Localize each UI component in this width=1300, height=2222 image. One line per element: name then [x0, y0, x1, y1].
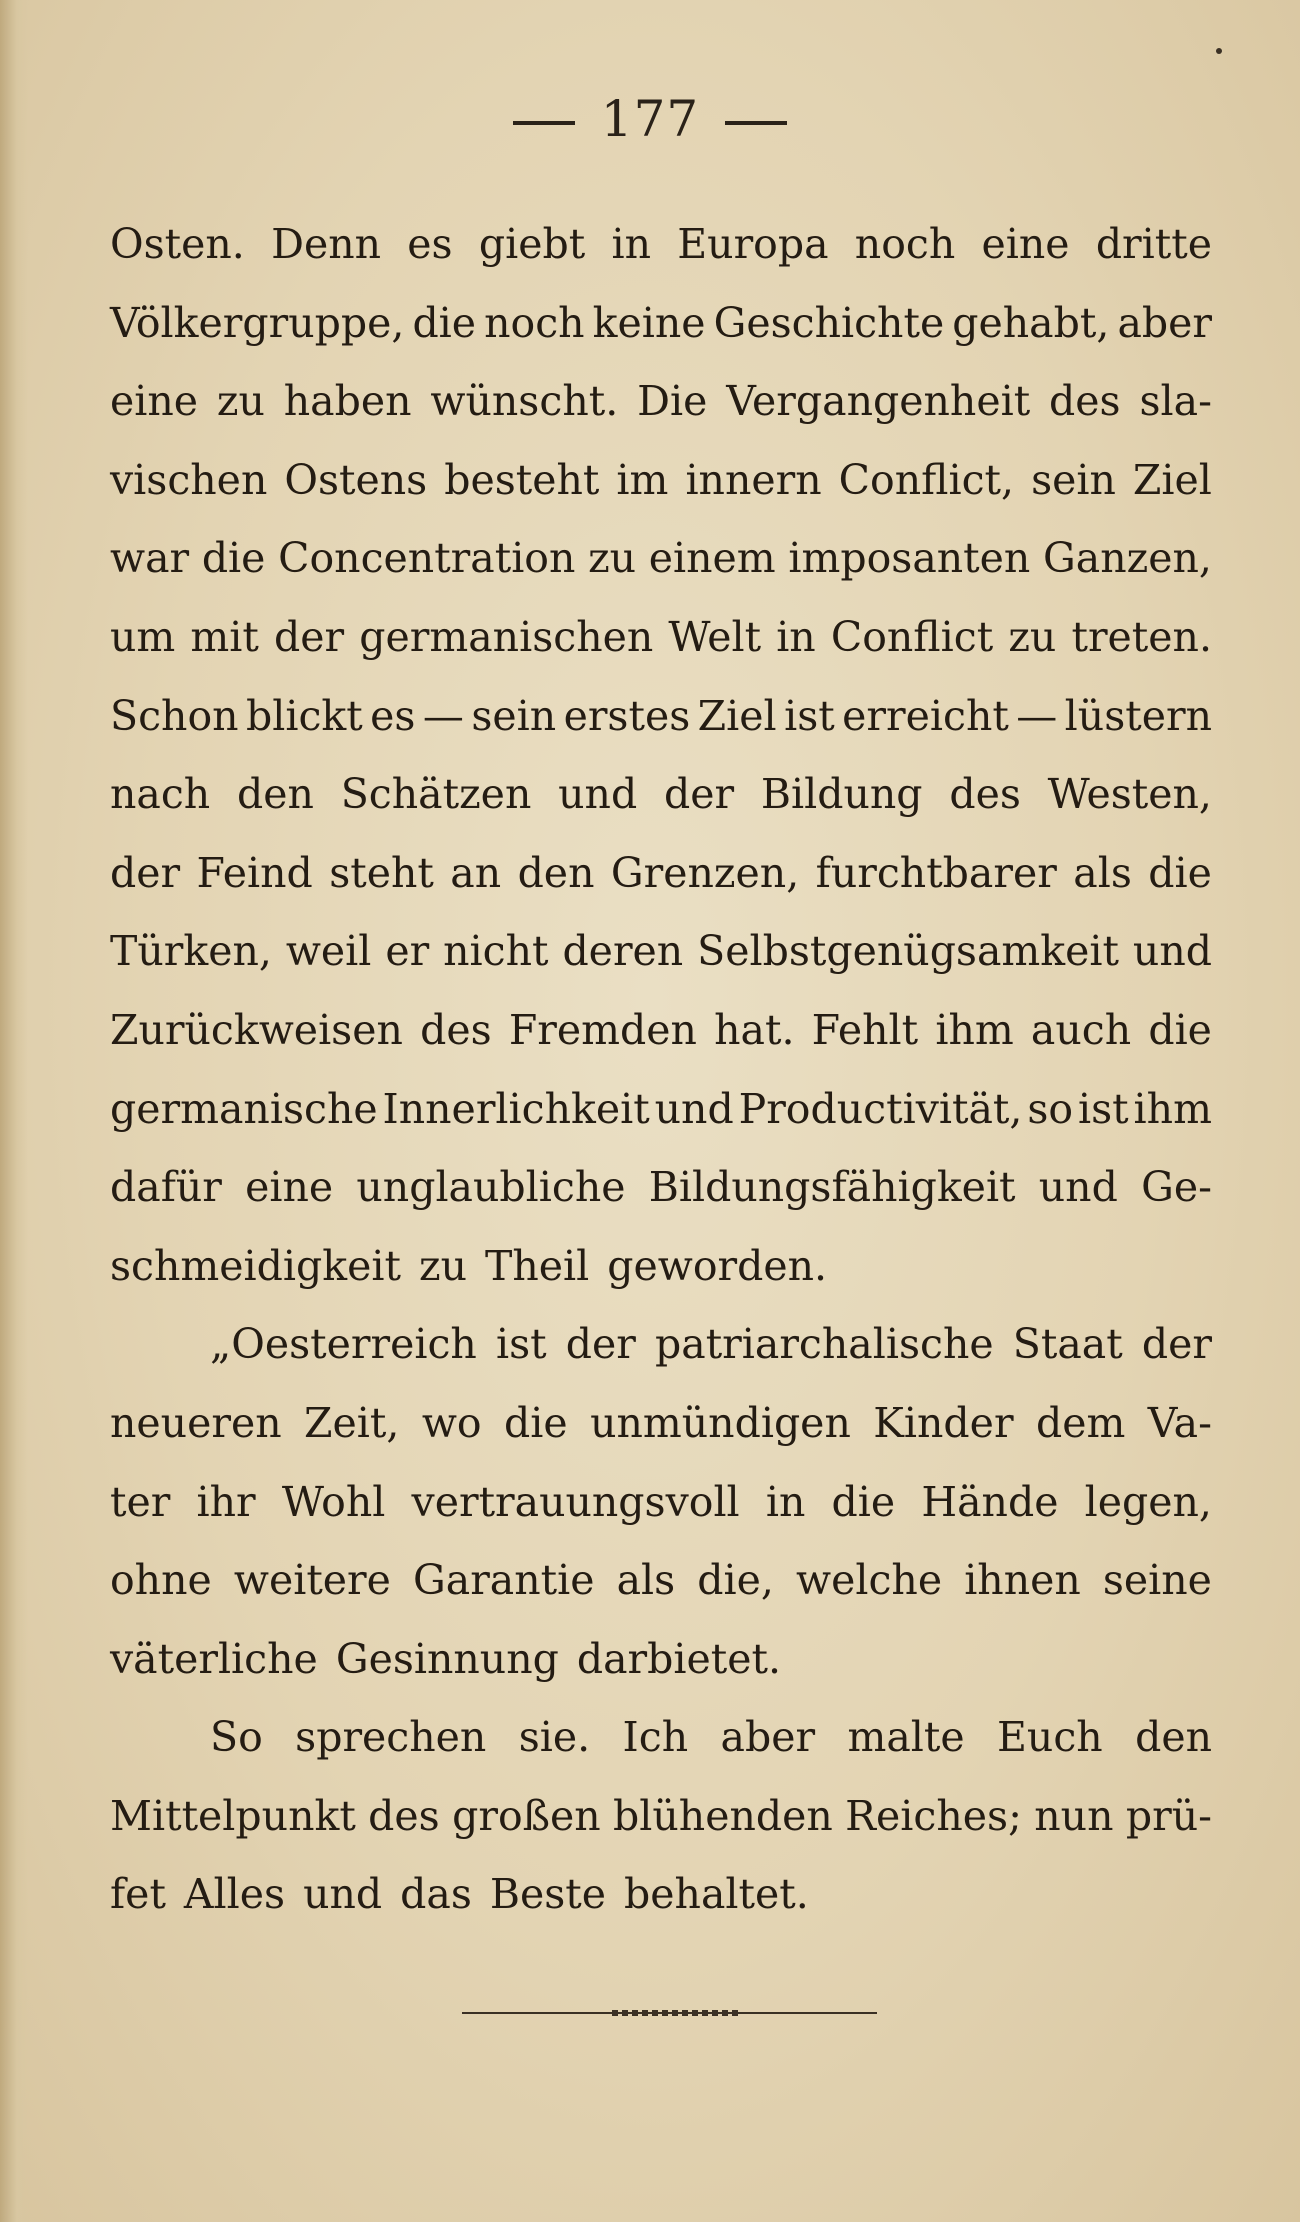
- word: Staat: [1012, 1320, 1123, 1369]
- text-line: [110, 362, 1212, 441]
- word: Bildungsfähigkeit: [648, 1163, 1016, 1212]
- word: ihr: [196, 1477, 256, 1526]
- word: er: [385, 927, 430, 976]
- word: dafür: [110, 1163, 222, 1212]
- ink-speck: [1216, 48, 1222, 54]
- word: Feind: [196, 848, 313, 897]
- word: als: [616, 1556, 676, 1605]
- word: Ostens: [284, 455, 428, 504]
- word: dem: [1035, 1398, 1126, 1447]
- word: innern: [685, 455, 822, 504]
- word: prü-: [1125, 1791, 1212, 1840]
- word: wo: [421, 1398, 482, 1447]
- word: Bildung: [760, 770, 923, 819]
- word: Zurückweisen: [110, 1005, 403, 1054]
- page-number: 177: [600, 90, 700, 148]
- word: Theil: [484, 1241, 590, 1290]
- text-line: [110, 755, 1212, 834]
- word: darbietet.: [576, 1634, 782, 1683]
- word: imposanten: [788, 534, 1031, 583]
- word: Fremden: [508, 1005, 697, 1054]
- word: ohne: [110, 1556, 212, 1605]
- text-line: [110, 205, 1212, 284]
- text-line: [110, 1384, 1212, 1463]
- word: blickt: [245, 691, 363, 740]
- word: germanische: [110, 1084, 378, 1133]
- word: Conflict,: [838, 455, 1015, 504]
- word: den: [517, 848, 595, 897]
- word: —: [1016, 691, 1058, 740]
- word: der: [1141, 1320, 1212, 1369]
- word: zu: [1008, 612, 1057, 661]
- word: und: [654, 1084, 734, 1133]
- word: ihm: [1133, 1084, 1212, 1133]
- word: ist: [495, 1320, 547, 1369]
- text-line: [110, 441, 1212, 520]
- word: eine: [245, 1163, 334, 1212]
- word: ihm: [935, 1005, 1014, 1054]
- word: zu: [216, 377, 265, 426]
- text-line: [110, 1620, 1212, 1699]
- text-line: [110, 519, 1212, 598]
- word: vischen: [110, 455, 268, 504]
- word: Ganzen,: [1043, 534, 1212, 583]
- word: wünscht.: [430, 377, 619, 426]
- word: des: [949, 770, 1021, 819]
- word: großen: [452, 1791, 601, 1840]
- text-line: [110, 1855, 1212, 1934]
- header-dash-left: [513, 121, 575, 125]
- word: väterliche: [110, 1634, 318, 1683]
- word: der: [274, 612, 345, 661]
- word: patriarchalische: [655, 1320, 994, 1369]
- word: Geschichte: [713, 298, 945, 347]
- text-line: [110, 1777, 1212, 1856]
- word: der: [110, 848, 181, 897]
- word: so: [1027, 1084, 1074, 1133]
- text-line: [110, 991, 1212, 1070]
- word: und: [1132, 927, 1212, 976]
- word: ter: [110, 1477, 171, 1526]
- word: sein: [471, 691, 557, 740]
- word: Beste: [489, 1870, 607, 1919]
- word: unglaubliche: [356, 1163, 626, 1212]
- word: Mittelpunkt: [110, 1791, 356, 1840]
- word: gehabt,: [952, 298, 1110, 347]
- word: geworden.: [607, 1241, 828, 1290]
- word: Die: [637, 377, 708, 426]
- word: deren: [562, 927, 684, 976]
- text-line: [110, 1148, 1212, 1227]
- word: es: [370, 691, 416, 740]
- word: das: [400, 1870, 472, 1919]
- word: im: [616, 455, 669, 504]
- word: Innerlichkeit: [382, 1084, 650, 1133]
- word: die: [831, 1477, 896, 1526]
- word: haben: [283, 377, 412, 426]
- word: in: [611, 220, 651, 268]
- word: „Oesterreich: [210, 1320, 477, 1369]
- word: legen,: [1084, 1477, 1212, 1526]
- word: des: [420, 1005, 492, 1054]
- word: als: [1073, 848, 1132, 897]
- word: Garantie: [413, 1556, 595, 1605]
- word: den: [1135, 1713, 1212, 1762]
- word: Ich: [622, 1713, 689, 1762]
- word: ihnen: [964, 1556, 1081, 1605]
- word: die: [504, 1398, 568, 1447]
- word: malte: [847, 1713, 965, 1762]
- word: Wohl: [281, 1477, 386, 1526]
- word: unmündigen: [590, 1398, 851, 1447]
- end-rule-ornament: [612, 2010, 742, 2016]
- word: einem: [648, 534, 776, 583]
- word: neueren: [110, 1398, 282, 1447]
- word: die: [1148, 848, 1212, 897]
- word: Fehlt: [811, 1005, 919, 1054]
- word: Ge-: [1141, 1163, 1212, 1212]
- word: und: [303, 1870, 383, 1919]
- word: Kinder: [873, 1398, 1014, 1447]
- text-line: [110, 1541, 1212, 1620]
- word: Denn: [271, 220, 382, 268]
- word: nicht: [443, 927, 549, 976]
- word: nun: [1034, 1791, 1114, 1840]
- word: um: [110, 612, 176, 661]
- word: Productivität,: [738, 1084, 1023, 1133]
- word: behaltet.: [624, 1870, 809, 1919]
- word: schmeidigkeit: [110, 1241, 401, 1290]
- word: noch: [484, 298, 585, 347]
- word: die: [412, 298, 477, 347]
- word: So: [210, 1713, 263, 1762]
- header-dash-right: [725, 121, 787, 125]
- word: blühenden: [613, 1791, 833, 1840]
- word: erstes: [563, 691, 691, 740]
- word: Schätzen: [340, 770, 532, 819]
- word: des: [368, 1791, 440, 1840]
- word: hat.: [714, 1005, 795, 1054]
- word: Alles: [183, 1870, 286, 1919]
- word: Ziel: [697, 691, 777, 740]
- word: an: [450, 848, 502, 897]
- word: Völkergruppe,: [110, 298, 405, 347]
- body-text: [110, 205, 1212, 1934]
- word: Reiches;: [845, 1791, 1022, 1840]
- word: besteht: [444, 455, 600, 504]
- word: Hände: [921, 1477, 1059, 1526]
- word: giebt: [478, 220, 586, 268]
- text-line: [110, 912, 1212, 991]
- word: welche: [796, 1556, 943, 1605]
- text-line: [110, 1227, 1212, 1306]
- word: nach: [110, 770, 211, 819]
- word: erreicht: [842, 691, 1009, 740]
- word: keine: [592, 298, 706, 347]
- text-line: [110, 834, 1212, 913]
- word: sie.: [518, 1713, 591, 1762]
- word: den: [237, 770, 314, 819]
- word: Va-: [1147, 1398, 1212, 1447]
- word: Schon: [110, 691, 239, 740]
- word: Westen,: [1047, 770, 1212, 819]
- word: aber: [720, 1713, 816, 1762]
- word: auch: [1030, 1005, 1132, 1054]
- word: weitere: [233, 1556, 391, 1605]
- word: eine: [981, 220, 1070, 268]
- word: Osten.: [110, 220, 245, 268]
- word: zu: [418, 1241, 467, 1290]
- word: und: [1038, 1163, 1118, 1212]
- word: Europa: [677, 220, 829, 268]
- word: die: [201, 534, 266, 583]
- word: zu: [588, 534, 637, 583]
- word: fet: [110, 1870, 166, 1919]
- word: weil: [285, 927, 372, 976]
- word: die: [1148, 1005, 1212, 1054]
- word: Vergangenheit: [726, 377, 1031, 426]
- text-line: [110, 598, 1212, 677]
- word: sla-: [1139, 377, 1212, 426]
- word: —: [422, 691, 464, 740]
- word: vertrauungsvoll: [411, 1477, 740, 1526]
- text-line: [110, 1698, 1212, 1777]
- text-line: [110, 1070, 1212, 1149]
- word: Conflict: [830, 612, 994, 661]
- word: des: [1049, 377, 1121, 426]
- word: die,: [697, 1556, 774, 1605]
- text-line: [110, 1463, 1212, 1542]
- word: treten.: [1071, 612, 1212, 661]
- word: dritte: [1095, 220, 1212, 268]
- word: in: [765, 1477, 806, 1526]
- page-header: [0, 90, 1300, 148]
- word: Gesinnung: [335, 1634, 559, 1683]
- word: in: [776, 612, 816, 661]
- word: aber: [1117, 298, 1212, 347]
- word: Euch: [997, 1713, 1103, 1762]
- word: seine: [1102, 1556, 1212, 1605]
- text-line: [110, 1305, 1212, 1384]
- page-edge-shadow: [0, 0, 28, 2222]
- word: und: [558, 770, 638, 819]
- word: Ziel: [1132, 455, 1212, 504]
- text-line: [110, 677, 1212, 756]
- word: Türken,: [110, 927, 272, 976]
- word: Grenzen,: [610, 848, 800, 897]
- word: sein: [1031, 455, 1116, 504]
- word: es: [407, 220, 453, 268]
- word: noch: [854, 220, 956, 268]
- word: eine: [110, 377, 199, 426]
- word: steht: [329, 848, 434, 897]
- word: Zeit,: [304, 1398, 400, 1447]
- word: war: [110, 534, 190, 583]
- word: mit: [190, 612, 259, 661]
- word: Selbstgenügsamkeit: [697, 927, 1119, 976]
- word: der: [663, 770, 735, 819]
- text-line: [110, 284, 1212, 363]
- word: Welt: [668, 612, 762, 661]
- word: furchtbarer: [815, 848, 1057, 897]
- word: ist: [1077, 1084, 1129, 1133]
- word: der: [565, 1320, 636, 1369]
- word: ist: [784, 691, 835, 740]
- word: Concentration: [278, 534, 576, 583]
- word: germanischen: [359, 612, 654, 661]
- word: sprechen: [295, 1713, 487, 1762]
- word: lüstern: [1064, 691, 1212, 740]
